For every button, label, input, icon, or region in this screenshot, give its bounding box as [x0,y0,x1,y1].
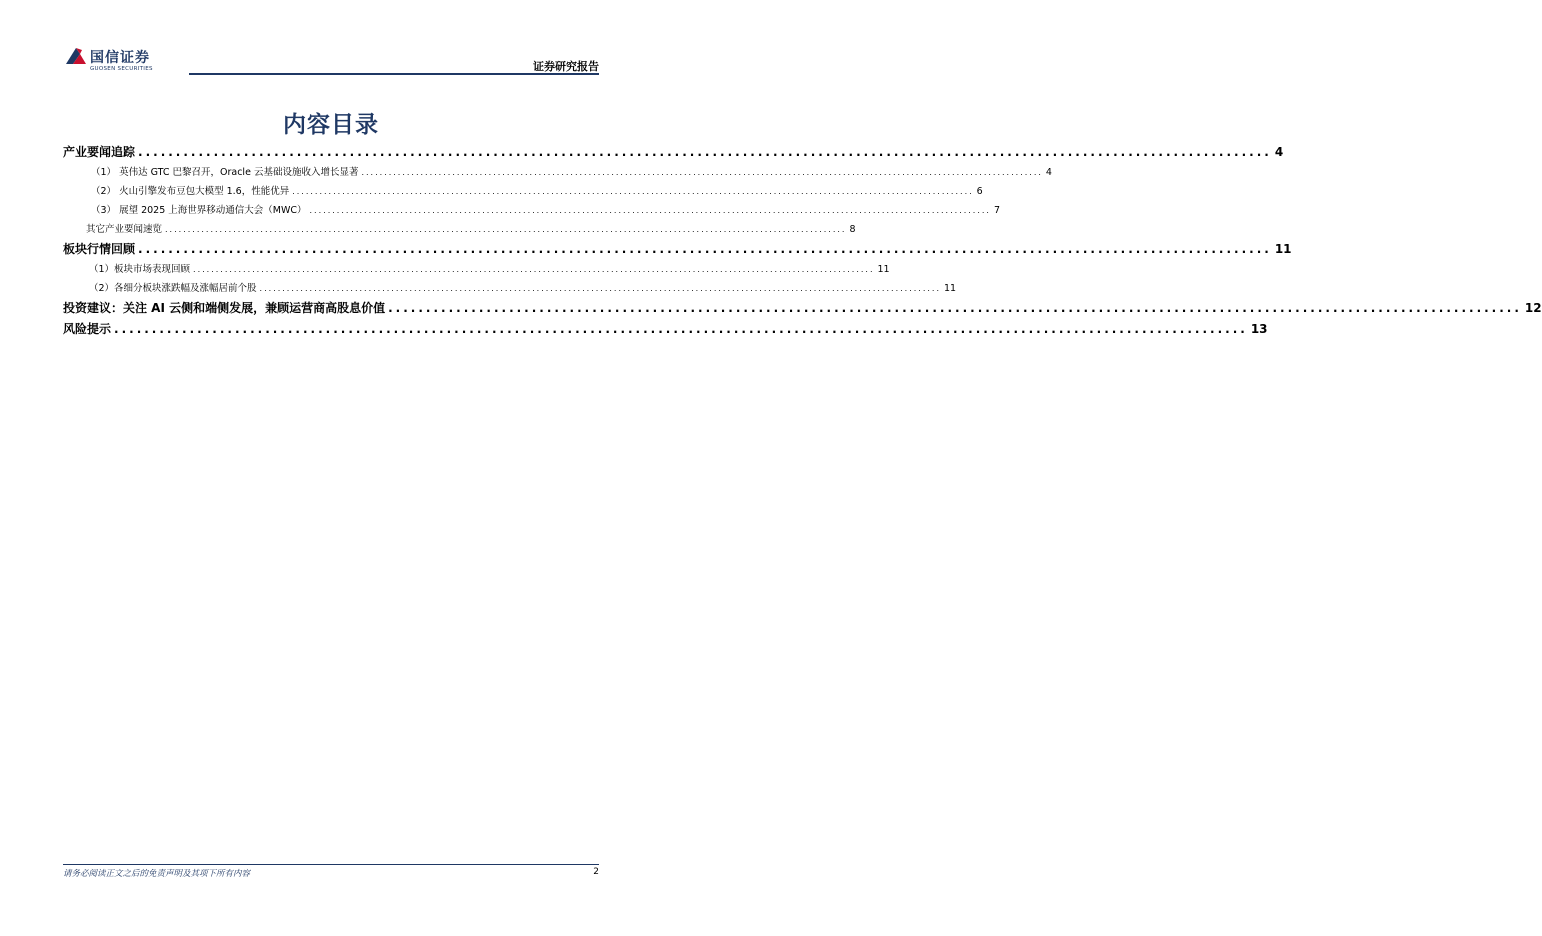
toc-entry-page: 13 [1250,322,1268,336]
toc-leader-dots: ...................................................................................................................................................... [165,225,847,234]
toc-entry-page: 12 [1524,301,1542,315]
toc-entry-risk-warning[interactable] [63,319,1268,340]
toc-entry-nvidia-gtc[interactable] [63,163,1052,182]
toc-entry-page: 6 [976,186,983,197]
toc-leader-dots: ...................................................................................................................................................... [309,206,991,215]
footer-divider [63,864,599,865]
toc-entry-label: （1） 英伟达 GTC 巴黎召开，Oracle 云基础设施收入增长显著 [91,167,359,178]
page-number: 2 [593,867,599,877]
guosen-logo-icon [64,46,88,68]
footer-disclaimer: 请务必阅读正文之后的免责声明及其项下所有内容 [63,869,251,879]
toc-entry-page: 11 [1274,242,1292,256]
toc-leader-dots: ...................................................................................................................................................... [193,265,875,274]
toc-entry-label: （3） 展望 2025 上海世界移动通信大会（MWC） [91,205,307,216]
toc-entry-label: 风险提示 [63,322,112,336]
toc-entry-label: （1）板块市场表现回顾 [89,264,191,275]
toc-leader-dots: ...................................................................................................................................................... [361,168,1043,177]
toc-entry-label: 投资建议：关注 AI 云侧和端侧发展，兼顾运营商高股息价值 [63,301,386,315]
toc-entry-label: 其它产业要闻速览 [86,224,163,235]
table-of-contents [63,142,1542,340]
toc-entry-label: （2）各细分板块涨跌幅及涨幅居前个股 [89,283,257,294]
toc-entry-sector-review[interactable] [63,239,1292,260]
toc-leader-dots: ...................................................................................................................................................... [292,187,974,196]
toc-entry-industry-news[interactable] [63,142,1284,163]
toc-entry-mwc-shanghai[interactable] [63,201,1001,220]
logo-english-name: GUOSEN SECURITIES [90,66,153,72]
toc-entry-volcano-engine[interactable] [63,182,983,201]
toc-entry-other-news[interactable] [63,220,856,239]
toc-entry-label: （2） 火山引擎发布豆包大模型 1.6，性能优异 [91,186,290,197]
toc-entry-label: 产业要闻追踪 [63,145,136,159]
toc-entry-page: 11 [944,283,957,294]
header-divider [189,73,599,75]
company-logo [64,44,182,78]
toc-entry-page: 11 [877,264,890,275]
toc-leader-dots: ...................................................................................................................................................... [259,284,941,293]
toc-leader-dots: ...................................................................................................................................................... [138,242,1272,256]
toc-entry-market-performance[interactable] [63,260,890,279]
toc-leader-dots: ...................................................................................................................................................... [388,301,1522,315]
report-type-label: 证券研究报告 [533,60,599,73]
toc-entry-page: 8 [849,224,856,235]
toc-leader-dots: ...................................................................................................................................................... [138,145,1272,159]
toc-entry-page: 4 [1045,167,1052,178]
toc-title: 内容目录 [283,112,379,138]
toc-leader-dots: ...................................................................................................................................................... [114,322,1248,336]
logo-chinese-name: 国信证券 [90,50,150,66]
toc-entry-subsector-moves[interactable] [63,279,957,298]
toc-entry-page: 7 [993,205,1001,216]
toc-entry-page: 4 [1274,145,1284,159]
toc-entry-label: 板块行情回顾 [63,242,136,256]
toc-entry-investment-advice[interactable] [63,298,1542,319]
